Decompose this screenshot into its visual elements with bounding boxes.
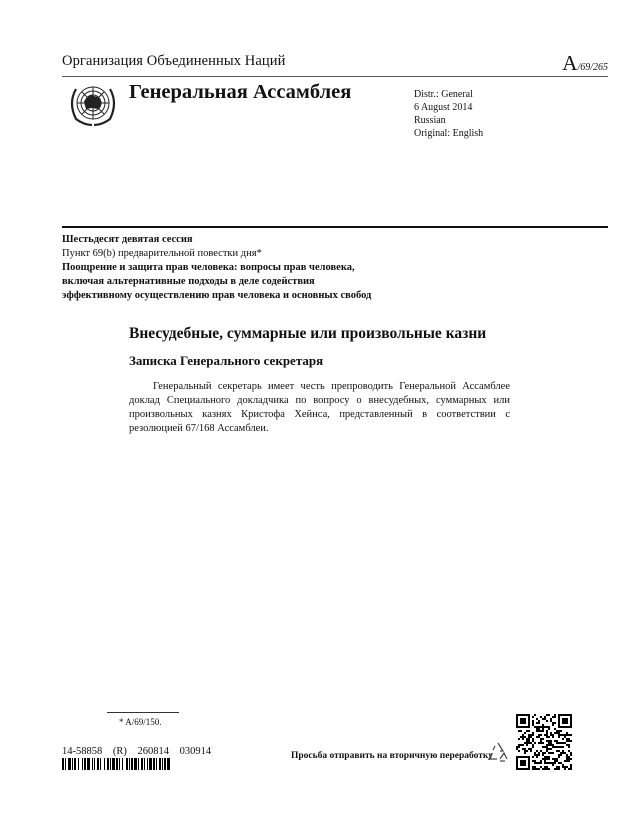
header-divider (62, 76, 608, 77)
footnote: * A/69/150. (119, 717, 162, 727)
footnote-divider (107, 712, 179, 713)
barcode-icon (62, 758, 232, 770)
recycle-icon (486, 740, 510, 764)
qr-code-icon (516, 714, 572, 770)
symbol-suffix: /69/265 (577, 62, 608, 73)
un-emblem-icon (64, 79, 122, 129)
distribution-block (414, 88, 483, 140)
organization-name: Организация Объединенных Наций (62, 53, 286, 69)
session-divider (62, 226, 608, 228)
document-title: Внесудебные, суммарные или произвольные казни (129, 325, 487, 342)
recycle-text: Просьба отправить на вторичную переработку (291, 751, 493, 761)
body-paragraph: Генеральный секретарь имеет честь препроводить Генеральной Ассамблее доклад Специального докладчика по вопросу о внесудебных, суммарных или произвольных казнях Кристофа Хейнса, представленный в соответствии с резолюцией 67/168 Ассамблеи. (129, 381, 510, 434)
distr-line: Distr.: General (414, 89, 473, 100)
session-title: Шестьдесят девятая сессия (62, 234, 193, 245)
body-name: Генеральная Ассамблея (129, 81, 352, 103)
agenda-title: Поощрение и защита прав человека: вопросы прав человека, включая альтернативные подходы в деле содействия эффективному осуществлению прав человека и основных свобод (62, 262, 372, 301)
document-subtitle: Записка Генерального секретаря (129, 353, 324, 368)
job-number: 14-58858 (R) 260814 030914 (62, 746, 212, 757)
original-line: Original: English (414, 128, 484, 139)
session-block (62, 233, 372, 303)
document-symbol (562, 51, 608, 76)
language-line: Russian (414, 115, 446, 126)
symbol-prefix: A (562, 51, 578, 75)
agenda-item: Пункт 69(b) предварительной повестки дня* (62, 248, 262, 259)
date-line: 6 August 2014 (414, 102, 473, 113)
